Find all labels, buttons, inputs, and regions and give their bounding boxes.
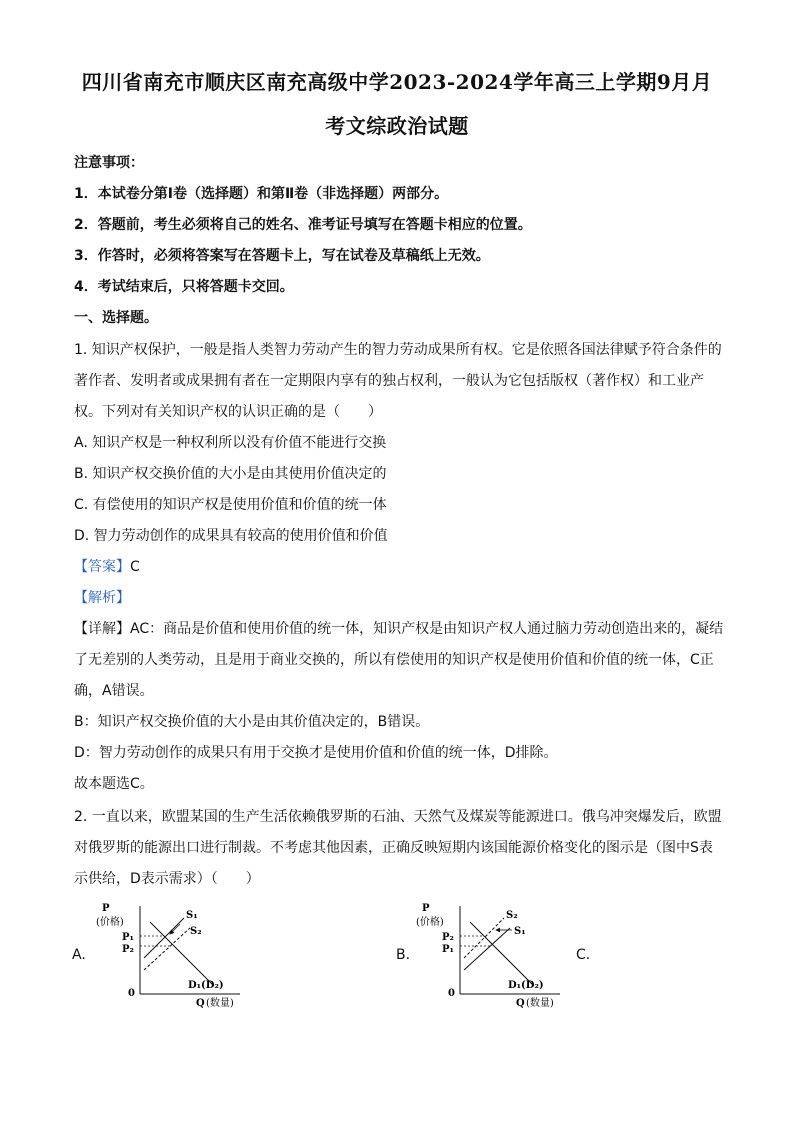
demand-label: D₁(D₂) [188,980,224,991]
quantity-axis-note: (数量) [526,998,554,1009]
price-axis-note: (价格) [416,917,444,928]
demand-label: D₁(D₂) [508,980,544,991]
section-heading: 一、选择题。 [74,310,158,326]
q1-detail-line-1: 【详解】AC：商品是价值和使用价值的统一体，知识产权是由知识产权人通过脑力劳动创造出来的，凝结 [74,621,724,637]
q2-option-c-label: C. [576,947,591,963]
shift-arrow [170,924,180,934]
answer-value: C [130,559,140,575]
quantity-axis-label: Q [196,998,205,1009]
q1-stem-line-1: 1. 知识产权保护，一般是指人类智力劳动产生的智力劳动成果所有权。它是依照各国法律赋予符合条件的 [74,342,722,358]
document-title-line-2: 考文综政治试题 [325,114,469,138]
supply-label-upper: S₁ [186,910,198,921]
supply-label-lower: S₂ [190,926,202,937]
price-axis-note: (价格) [96,917,124,928]
supply-label-upper: S₂ [506,910,518,921]
price-axis-label: P [102,903,110,914]
notice-item-3: 3．作答时，必须将答案写在答题卡上，写在试卷及草稿纸上无效。 [74,248,490,264]
answer-tag: 【答案】 [74,559,130,575]
lower-price-label: P₂ [122,944,134,955]
price-axis-label: P [422,903,430,914]
q2-option-a-label: A. [72,947,86,963]
q1-option-d: D. 智力劳动创作的成果具有较高的使用价值和价值 [74,528,388,544]
q1-answer [74,556,140,576]
q1-option-b: B. 知识产权交换价值的大小是由其使用价值决定的 [74,466,387,482]
supply-curve-lower [464,928,510,970]
notice-heading: 注意事项： [74,155,144,171]
notice-item-4: 4．考试结束后，只将答题卡交回。 [74,279,294,295]
q1-detail-line-3: 确，A错误。 [74,683,154,699]
supply-label-lower: S₁ [514,926,526,937]
document-title-line-1: 四川省南充市顺庆区南充高级中学2023-2024学年高三上学期9月月 [81,70,713,94]
quantity-axis-label: Q [516,998,525,1009]
notice-item-2: 2．答题前，考生必须将自己的姓名、准考证号填写在答题卡相应的位置。 [74,217,532,233]
q1-option-c: C. 有偿使用的知识产权是使用价值和价值的统一体 [74,497,387,513]
q2-stem-line-3: 示供给，D表示需求）（ ） [74,871,260,887]
q2-option-b-label: B. [396,947,411,963]
q2-graph-b [412,898,572,1010]
demand-curve [150,922,214,986]
q1-detail-line-5: D：智力劳动创作的成果只有用于交换才是使用价值和价值的统一体，D排除。 [74,745,558,761]
q1-detail-line-2: 了无差别的人类劳动，且是用于商业交换的，所以有偿使用的知识产权是使用价值和价值的统一体，C正 [74,652,714,668]
q1-detail-line-6: 故本题选C。 [74,776,154,792]
q1-analysis-tag: 【解析】 [74,590,130,606]
origin-label: 0 [128,988,135,999]
origin-label: 0 [448,988,455,999]
q1-stem-line-2: 著作者、发明者或成果拥有者在一定期限内享有的独占权利，一般认为它包括版权（著作权）和工业产 [74,373,704,389]
q2-stem-line-1: 2. 一直以来，欧盟某国的生产生活依赖俄罗斯的石油、天然气及煤炭等能源进口。俄乌冲突爆发后，欧盟 [74,809,722,825]
quantity-axis-note: (数量) [206,998,234,1009]
q1-option-a: A. 知识产权是一种权利所以没有价值不能进行交换 [74,435,387,451]
lower-price-label: P₁ [442,944,454,955]
q2-stem-line-2: 对俄罗斯的能源出口进行制裁。不考虑其他因素，正确反映短期内该国能源价格变化的图示是（图中S表 [74,840,713,856]
q1-detail-line-4: B：知识产权交换价值的大小是由其价值决定的，B错误。 [74,714,430,730]
q2-graph-a [92,898,252,1010]
upper-price-label: P₁ [122,932,134,943]
notice-item-1: 1．本试卷分第Ⅰ卷（选择题）和第Ⅱ卷（非选择题）两部分。 [74,186,449,202]
upper-price-label: P₂ [442,932,454,943]
q1-stem-line-3: 权。下列对有关知识产权的认识正确的是（ ） [74,404,382,420]
